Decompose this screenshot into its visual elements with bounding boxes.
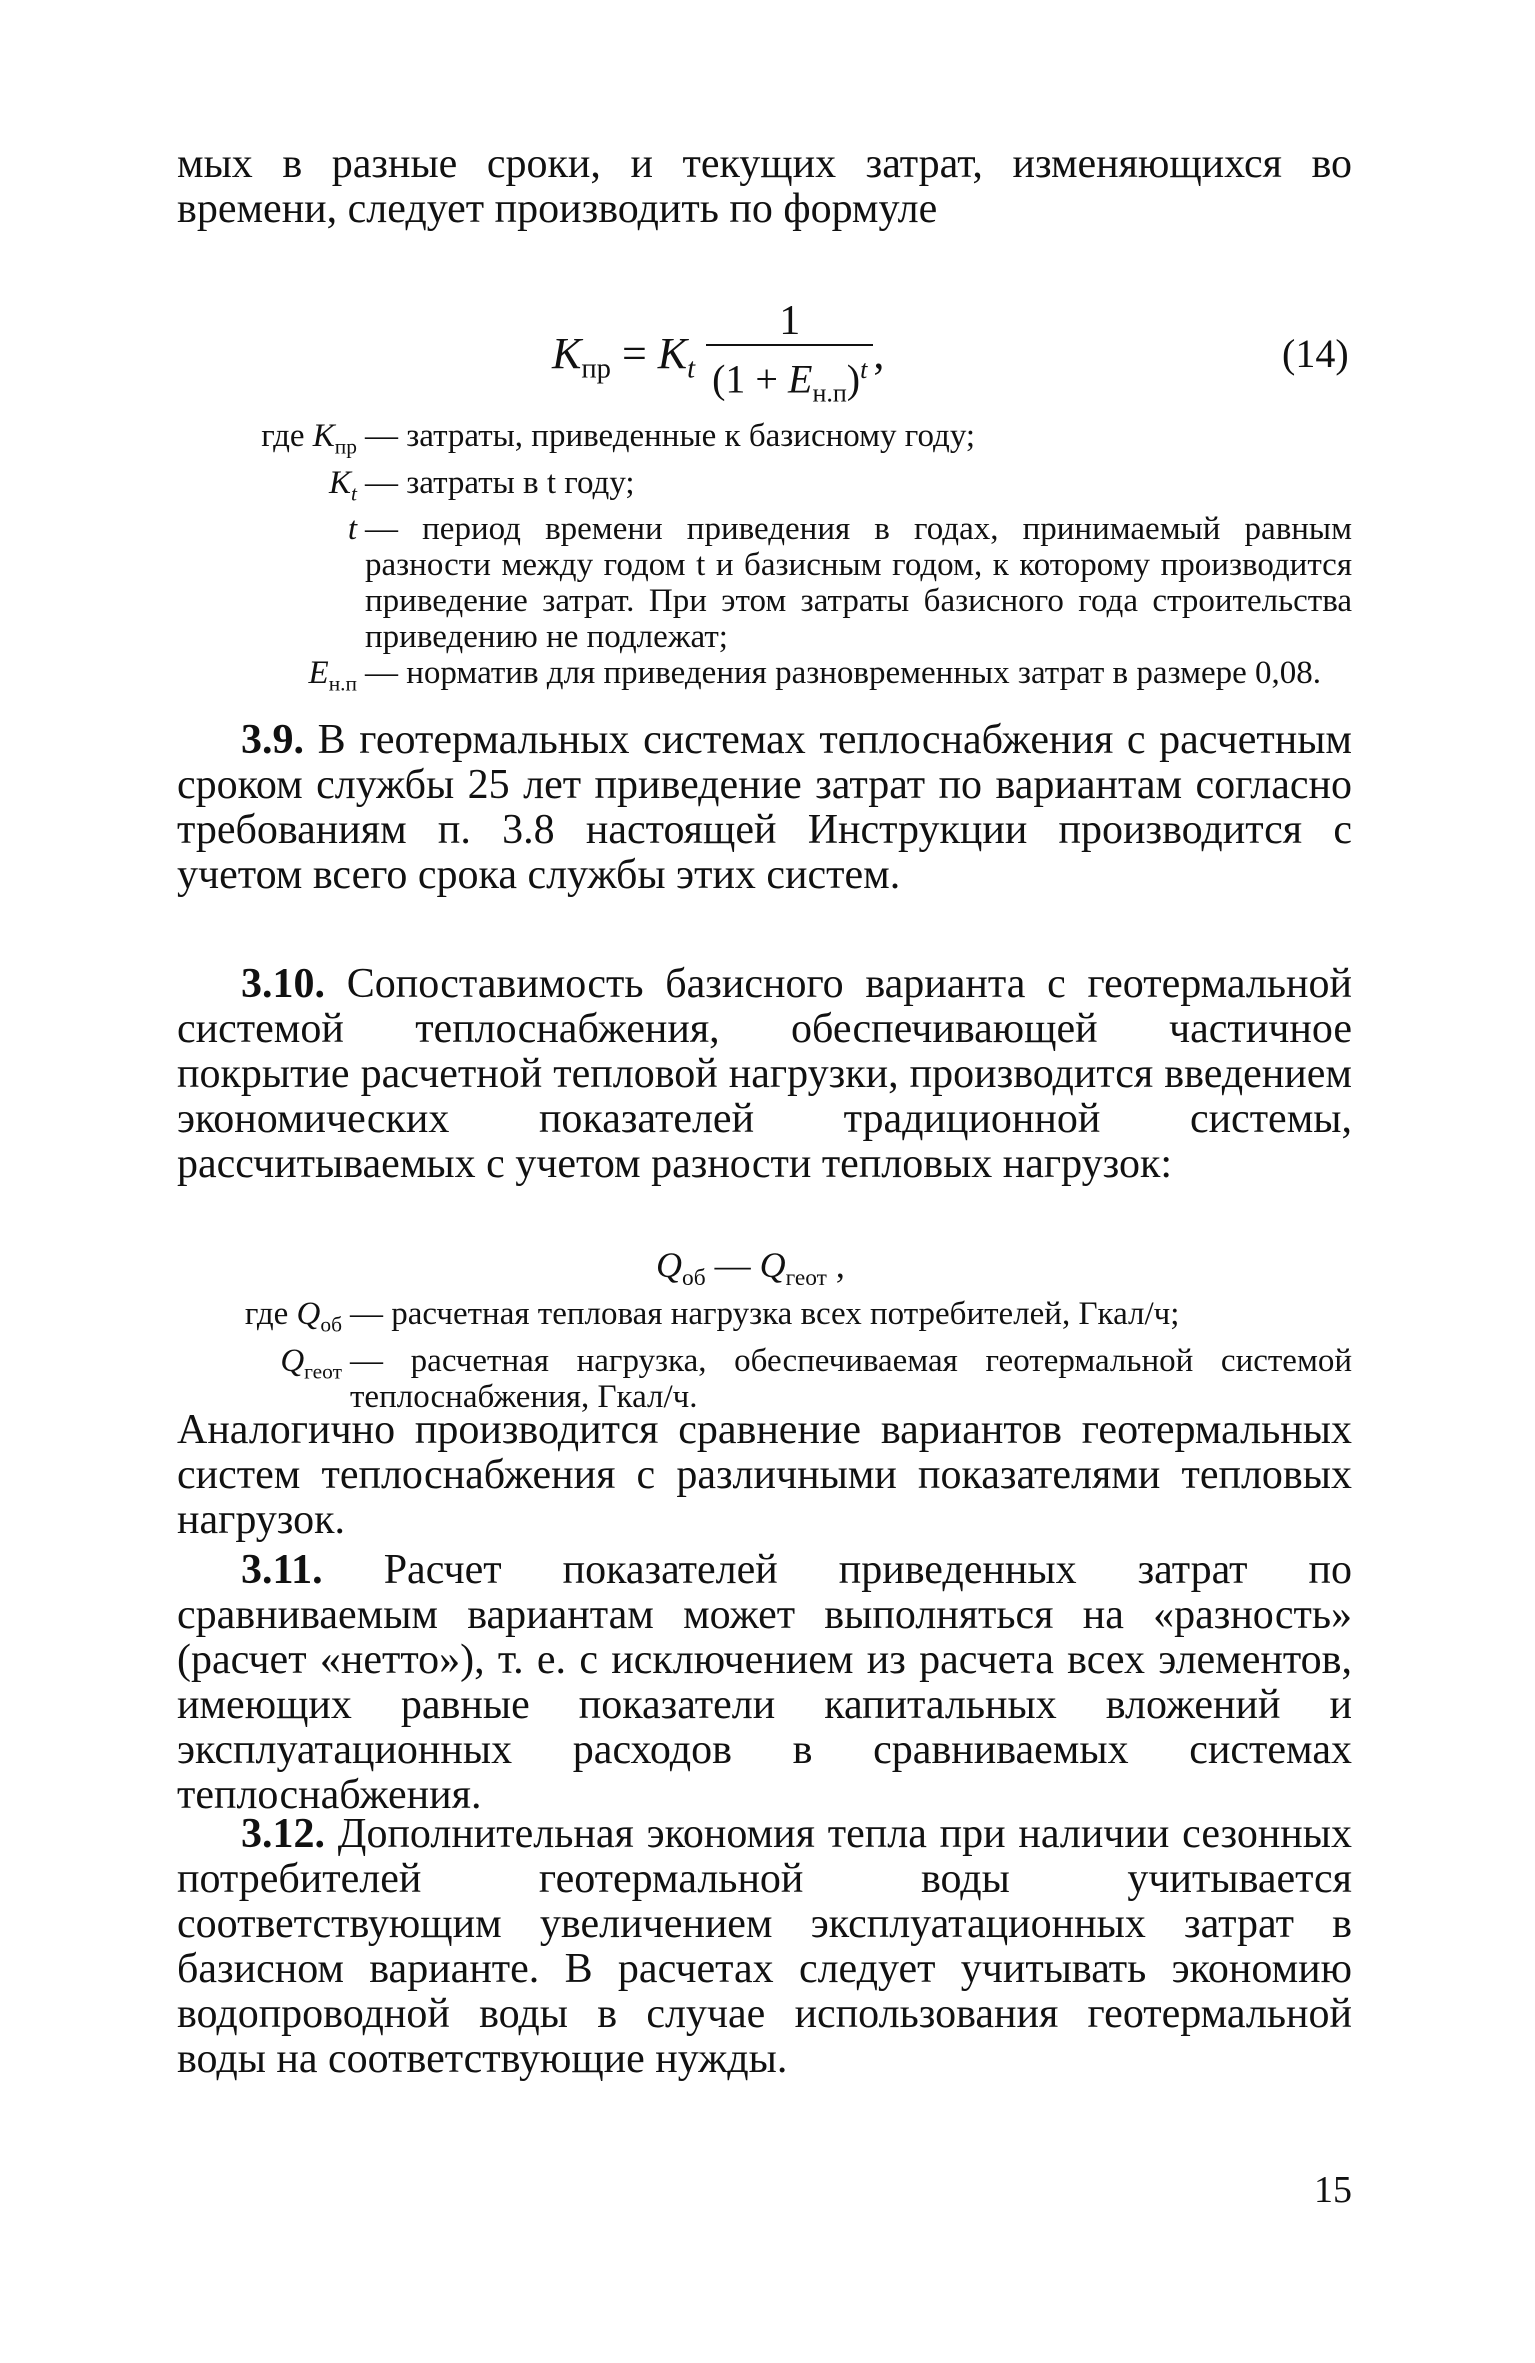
intro-paragraph: мых в разные сроки, и текущих затрат, изменяющихся во времени, следует производить по формуле	[177, 141, 1352, 232]
paragraph-analog: Аналогично производится сравнение вариантов геотермальных систем теплоснабжения с различными показателями тепловых нагрузок.	[177, 1407, 1352, 1543]
where-list-1	[177, 418, 1352, 702]
paragraph-3-9: 3.9. В геотермальных системах теплоснабжения с расчетным сроком службы 25 лет приведение затрат по вариантам согласно требованиям п. 3.8 настоящей Инструкции производится с учетом всего срока службы этих систем.	[177, 717, 1352, 898]
where-item: $E_{н.п}$ — норматив для приведения разновременных затрат в размере 0,08.	[308, 655, 1322, 696]
where-item: $Q_{геот}$ — расчетная нагрузка, обеспечиваемая геотермальной системой теплоснабжения, Гкал/ч.	[280, 1342, 1352, 1415]
where-item: t — период времени приведения в годах, принимаемый равным разности между годом t и базисным годом, к которому производится приведение затрат. При этом затраты базисного года строительства приведению не подлежат;	[347, 511, 1352, 656]
where-item: где $K_{пр}$ — затраты, приведенные к базисному году;	[261, 418, 976, 459]
equation-number: (14)	[1282, 331, 1349, 376]
paragraph-3-11: 3.11. Расчет показателей приведенных затрат по сравниваемым вариантам может выполняться на «разность» (расчет «нетто»), т. е. с исключением из расчета всех элементов, имеющих равные показатели капитальных вложений и эксплуатационных расходов в сравниваемых системах теплоснабжения.	[177, 1547, 1352, 1818]
where-item: где $Q_{об}$ — расчетная тепловая нагрузка всех потребителей, Гкал/ч;	[244, 1296, 1180, 1337]
where-item: $K_t$ — затраты в t году;	[329, 464, 635, 506]
paragraph-3-10: 3.10. Сопоставимость базисного варианта с геотермальной системой теплоснабжения, обеспечивающей частичное покрытие расчетной тепловой нагрузки, производится введением экономических показателей традиционной системы, рассчитываемых с учетом разности тепловых нагрузок:	[177, 961, 1352, 1187]
formula-fraction: $\frac{1}{(1 + E_{н.п})^t}$	[706, 298, 873, 417]
paragraph-3-12: 3.12. Дополнительная экономия тепла при наличии сезонных потребителей геотермальной воды учитывается соответствующим увеличением эксплуатационных затрат в базисном варианте. В расчетах следует учитывать экономию водопроводной воды в случае использования геотермальной воды на соответствующие нужды.	[177, 1811, 1352, 2082]
page-number: 15	[1314, 2169, 1352, 2211]
formula-14: $K_{пр} = K_t$ $\frac{1}{(1 + E_{н.п})^t}$ ,	[552, 298, 884, 417]
where-list-2	[177, 1296, 1352, 1415]
formula-load-difference: $Q_{об}$ — $Q_{геот}$ ,	[656, 1245, 845, 1292]
